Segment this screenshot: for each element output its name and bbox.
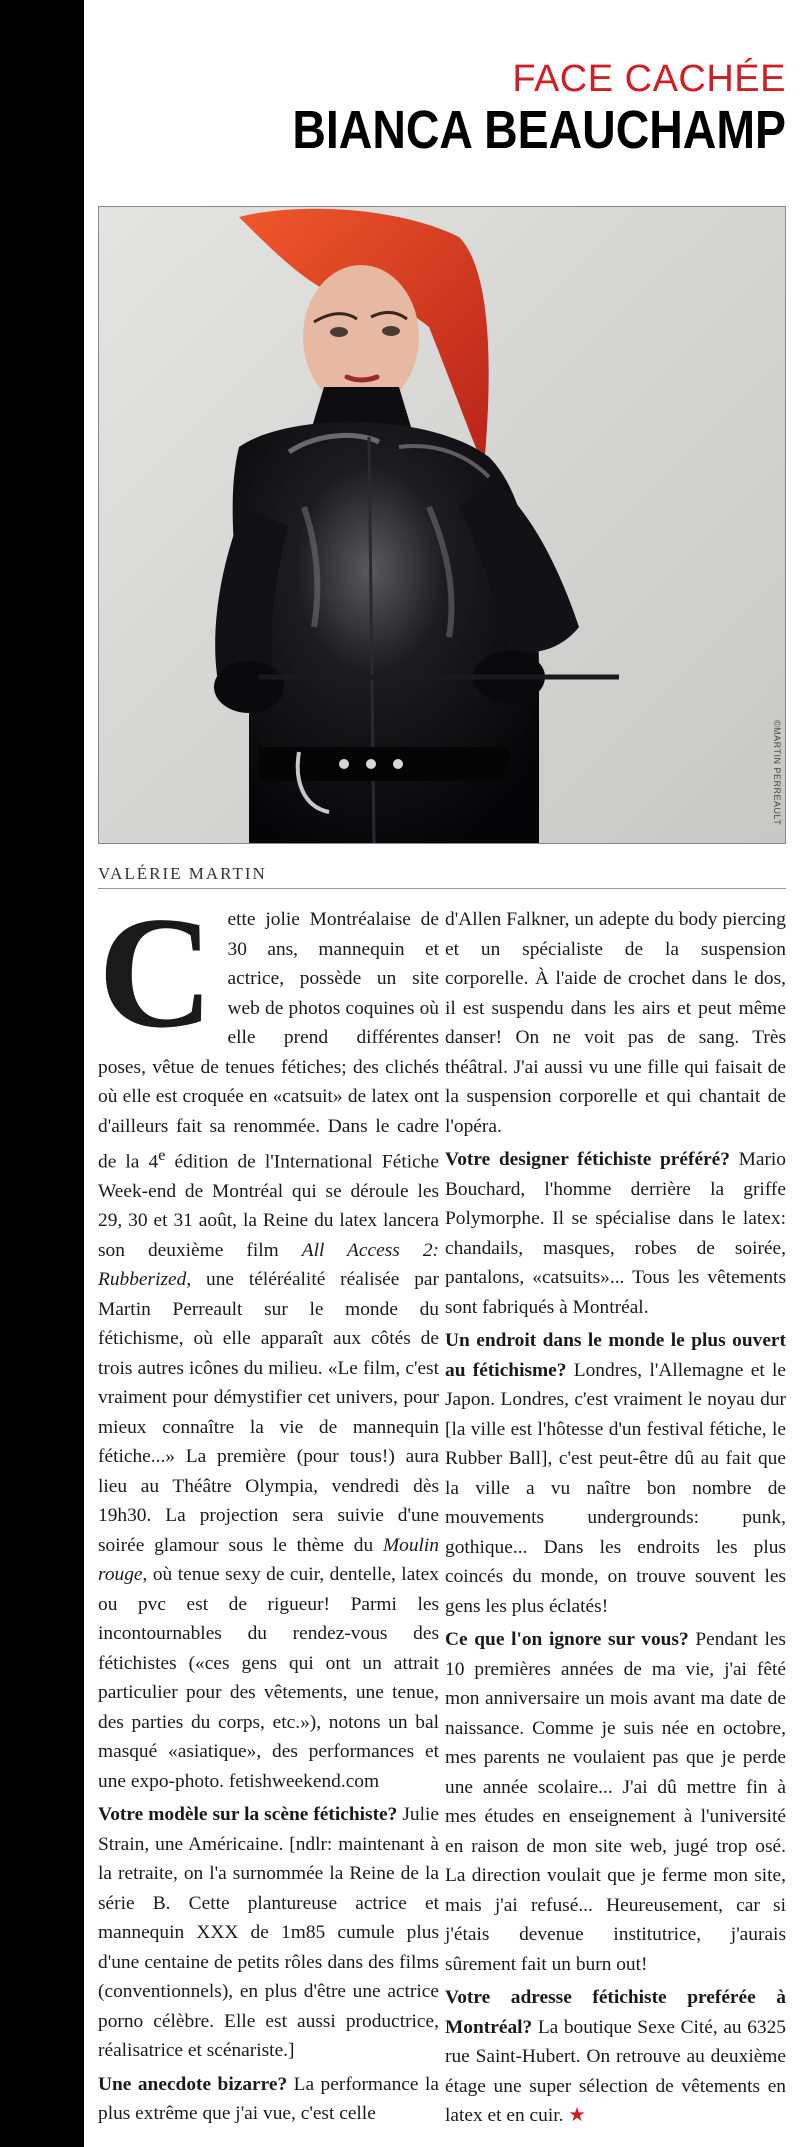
article-title: BIANCA BEAUCHAMP <box>292 100 786 160</box>
author-byline: VALÉRIE MARTIN <box>98 864 267 883</box>
portrait-illustration <box>99 207 785 843</box>
qa-item-continued <box>445 905 786 1141</box>
article-column-right <box>445 905 786 2131</box>
qa-question: Votre adresse fétichiste preférée à Montréal? <box>445 1987 786 2038</box>
film-title: All Access 2: Rubberized <box>98 1239 440 1291</box>
qa-question: Une anecdote bizarre? <box>98 2073 288 2095</box>
qa-answer: La boutique Sexe Cité, au 6325 rue Saint-Hubert. On retrouve au deuxième étage une super sélection de vêtements en latex et en cuir. <box>445 2016 786 2126</box>
qa-answer: Julie Strain, une Américaine. [ndlr: maintenant à la retraite, on l'a surnommée la Reine de la série B. Cette plantureuse actrice et mannequin XXX de 1m85 cumule plus d'une centaine de petits rôles dans des films (conventionnels), en plus d'être une actrice porno célèbre. Elle est aussi productrice, réalisatrice et scénariste.] <box>98 1804 439 2062</box>
drop-cap: C <box>98 883 214 1061</box>
intro-text-1: ette jolie Montréalaise de 30 ans, mannequin et actrice, possède un site web de photos coquines où elle prend différentes poses, vêtue de tenues fétiches; des clichés où elle est croquée en «catsuit» de latex ont d'ailleurs fait sa renommée. Dans le cadre de la 4 <box>98 909 439 1173</box>
qa-question: Ce que l'on ignore sur vous? <box>445 1629 689 1650</box>
intro-text-2: édition de l'International Fétiche Week-end de Montréal qui se déroule les 29, 30 et 31 août, la Reine du latex lancera son deuxième film <box>98 1151 439 1261</box>
intro-superscript: e <box>158 1147 166 1164</box>
section-kicker: FACE CACHÉE <box>512 58 786 100</box>
end-star-icon: ★ <box>568 2105 586 2126</box>
left-black-bar <box>0 0 84 2147</box>
intro-text-4: , où tenue sexy de cuir, dentelle, latex ou pvc est de rigueur! Parmi les incontournables du rendez-vous des fétichistes («ces gens qui ont un attrait particulier pour des vêtements, une tenue, des parties du corps, etc.»), notons un bal masqué «asiatique», des performances et une expo-photo. fetishweekend.com <box>98 1564 439 1792</box>
qa-item <box>445 1145 786 1322</box>
qa-answer: Pendant les 10 premières années de ma vie, j'ai fêté mon anniversaire un mois avant ma date de naissance. Comme je suis née en octobre, mes parents ne voulaient pas que je perde une année scolaire... J'ai dû mettre fin à mes études en enseignement à l'université en raison de mon site web, jugé trop osé. La direction voulait que je ferme mon site, mais j'ai refusé... Heureusement, car si j'étais devenue institutrice, j'aurais sûrement fait un burn out! <box>445 1629 786 1975</box>
qa-answer: Mario Bouchard, l'homme derrière la griffe Polymorphe. Il se spécialise dans le latex: chandails, masques, robes de soirée, pantalons, «catsuits»... Tous les vêtements sont fabriqués à Montréal. <box>445 1149 786 1318</box>
intro-paragraph <box>98 883 440 1796</box>
qa-question: Votre designer fétichiste préféré? <box>445 1149 730 1170</box>
article-column-left <box>98 883 440 2129</box>
theme-title: Moulin rouge <box>98 1534 439 1586</box>
article-header <box>96 58 786 160</box>
photo-credit: ©MARTIN PERREAULT <box>772 720 782 826</box>
qa-item <box>445 1625 786 1979</box>
qa-item <box>445 1983 786 2131</box>
intro-text-3: , une téléréalité réalisée par Martin Perreault sur le monde du fétichisme, où elle apparaît aux côtés de trois autres icônes du milieu. «Le film, c'est vraiment pour démystifier cet univers, pour mieux connaître la vie de mannequin fétiche...» La première (pour tous!) aura lieu au Théâtre Olympia, vendredi dès 19h30. La projection sera suivie d'une soirée glamour sous le thème du <box>98 1269 439 1556</box>
qa-item <box>445 1326 786 1621</box>
qa-answer-continued: d'Allen Falkner, un adepte du body piercing et un spécialiste de la suspension corporelle. À l'aide de crochet dans le dos, il est suspendu dans les airs et peut même danser! On ne voit pas de sang. Très théâtral. J'ai aussi vu une fille qui faisait de la suspension corporelle et qui chantait de l'opéra. <box>445 909 786 1137</box>
qa-item <box>98 1800 439 2066</box>
qa-item <box>98 2070 439 2129</box>
portrait-photo <box>98 206 786 844</box>
qa-answer: Londres, l'Allemagne et le Japon. Londres, c'est vraiment le noyau dur [la ville est l'hôtesse d'un festival fétiche, le Rubber Ball], c'est peut-être dû au fait que la ville a vu naître bon nombre de mouvements undergrounds: punk, gothique... Dans les endroits les plus coincés du monde, on trouve souvent les gens les plus éclatés! <box>445 1359 786 1617</box>
qa-answer-part: La performance la plus extrême que j'ai vue, c'est celle <box>98 2073 439 2125</box>
qa-question: Votre modèle sur la scène fétichiste? <box>98 1804 398 1826</box>
qa-question: Un endroit dans le monde le plus ouvert au fétichisme? <box>445 1330 786 1381</box>
